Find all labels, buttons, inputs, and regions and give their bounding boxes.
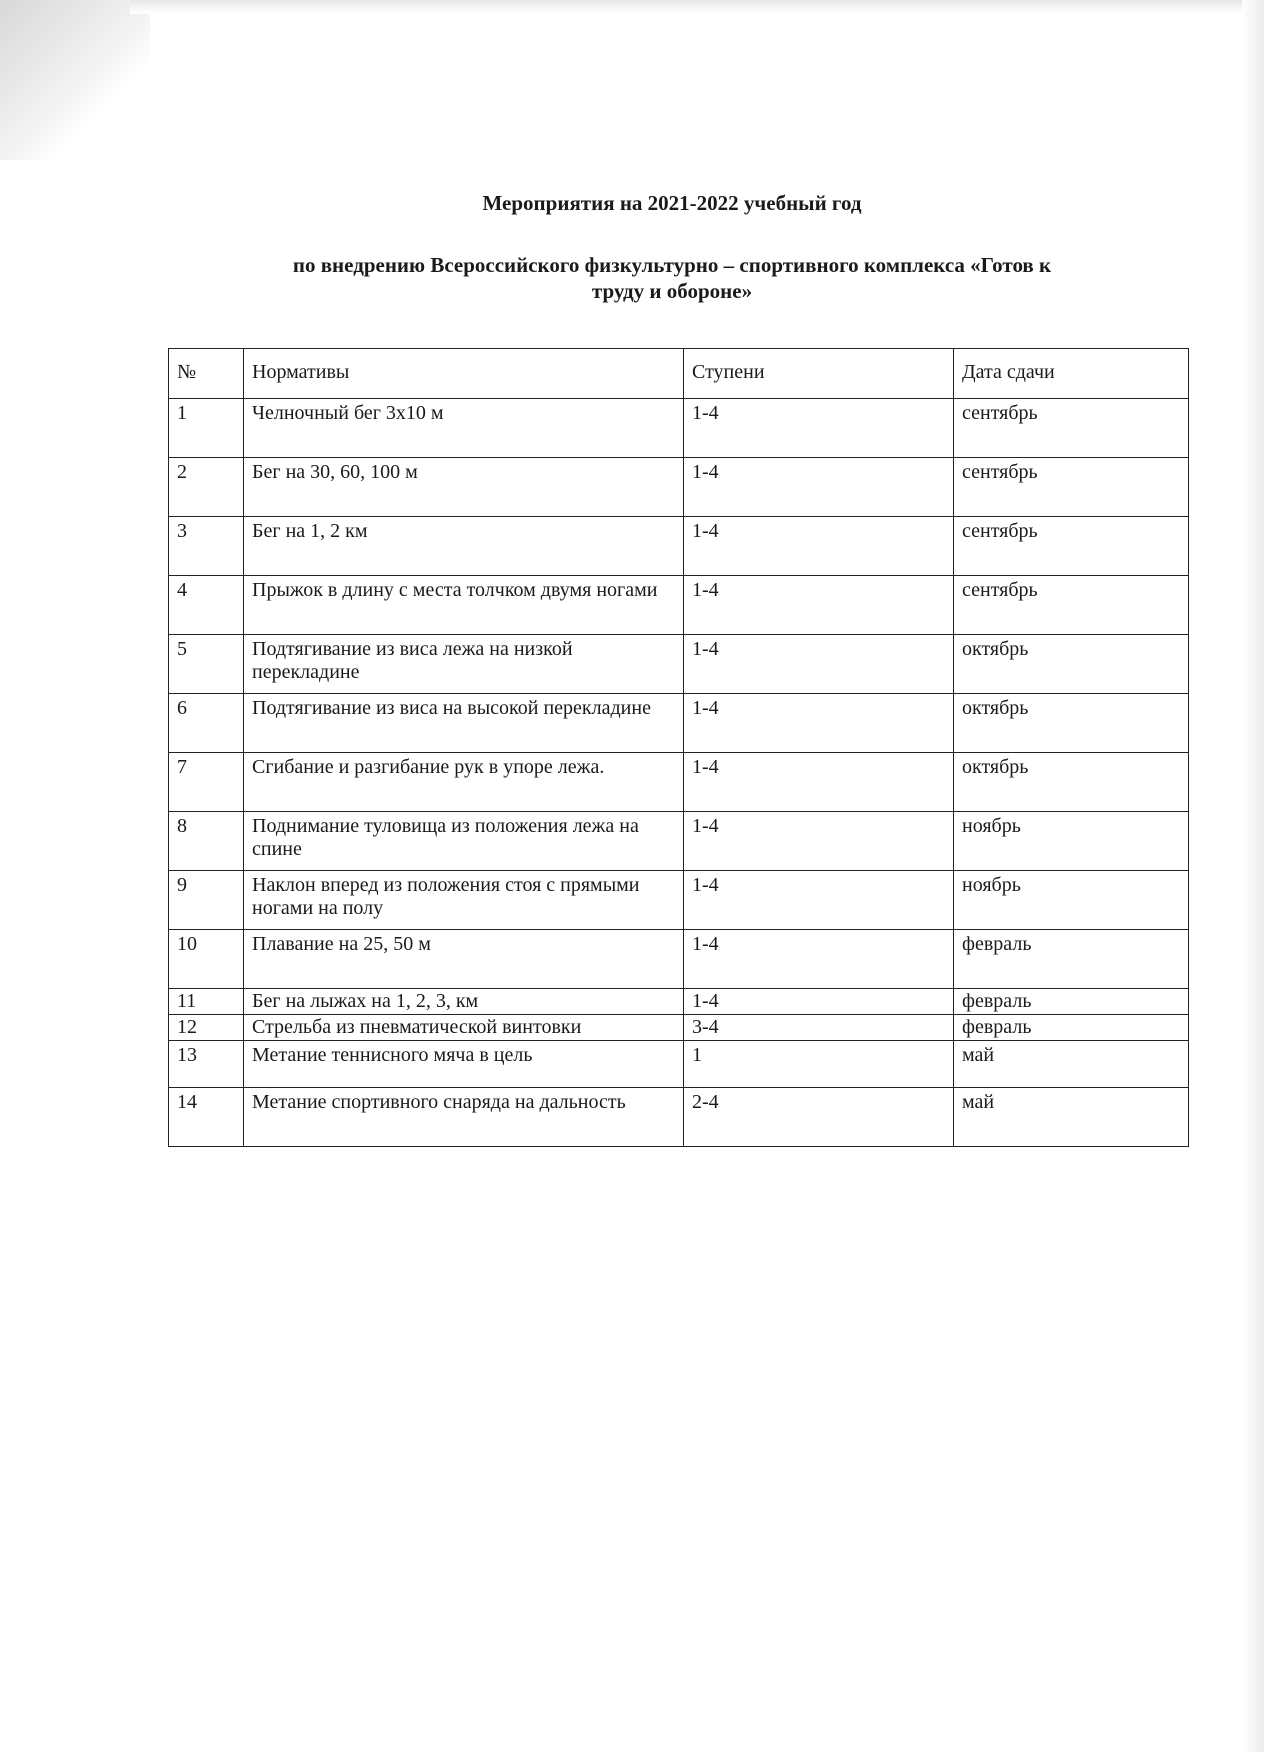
document-subtitle: по внедрению Всероссийского физкультурно – спортивного комплекса «Готов к труду и обороне» (292, 253, 1052, 303)
table-row (169, 753, 1189, 812)
row-name: Сгибание и разгибание рук в упоре лежа. (244, 753, 684, 812)
row-num: 5 (169, 635, 244, 694)
row-steps: 3-4 (684, 1015, 954, 1041)
row-date: май (954, 1041, 1189, 1088)
row-steps: 1-4 (684, 399, 954, 458)
row-num: 8 (169, 812, 244, 871)
row-steps: 1-4 (684, 930, 954, 989)
row-name: Бег на 30, 60, 100 м (244, 458, 684, 517)
row-num: 2 (169, 458, 244, 517)
table-row (169, 1088, 1189, 1147)
row-steps: 1-4 (684, 576, 954, 635)
header-steps: Ступени (684, 349, 954, 399)
row-steps: 2-4 (684, 1088, 954, 1147)
row-name: Стрельба из пневматической винтовки (244, 1015, 684, 1041)
row-steps: 1 (684, 1041, 954, 1088)
row-date: февраль (954, 1015, 1189, 1041)
scan-shadow-top (130, 0, 1250, 14)
table-row (169, 576, 1189, 635)
row-name: Челночный бег 3х10 м (244, 399, 684, 458)
row-num: 14 (169, 1088, 244, 1147)
document-title: Мероприятия на 2021-2022 учебный год (482, 191, 862, 215)
row-date: февраль (954, 989, 1189, 1015)
row-date: октябрь (954, 694, 1189, 753)
row-steps: 1-4 (684, 753, 954, 812)
row-date: ноябрь (954, 871, 1189, 930)
norms-table (168, 348, 1189, 1147)
row-num: 4 (169, 576, 244, 635)
header-date: Дата сдачи (954, 349, 1189, 399)
row-steps: 1-4 (684, 694, 954, 753)
row-date: ноябрь (954, 812, 1189, 871)
row-num: 10 (169, 930, 244, 989)
table-row (169, 871, 1189, 930)
row-name: Плавание на 25, 50 м (244, 930, 684, 989)
row-name: Наклон вперед из положения стоя с прямыми ногами на полу (244, 871, 684, 930)
table-row (169, 1041, 1189, 1088)
row-name: Подтягивание из виса лежа на низкой перекладине (244, 635, 684, 694)
row-name: Бег на лыжах на 1, 2, 3, км (244, 989, 684, 1015)
table-header-row (169, 349, 1189, 399)
header-name: Нормативы (244, 349, 684, 399)
row-num: 12 (169, 1015, 244, 1041)
table-row (169, 517, 1189, 576)
row-date: февраль (954, 930, 1189, 989)
row-name: Метание теннисного мяча в цель (244, 1041, 684, 1088)
row-name: Поднимание туловища из положения лежа на спине (244, 812, 684, 871)
row-steps: 1-4 (684, 635, 954, 694)
row-date: октябрь (954, 753, 1189, 812)
row-steps: 1-4 (684, 989, 954, 1015)
scan-shadow-corner (0, 0, 150, 160)
row-date: май (954, 1088, 1189, 1147)
row-num: 11 (169, 989, 244, 1015)
row-num: 13 (169, 1041, 244, 1088)
row-name: Метание спортивного снаряда на дальность (244, 1088, 684, 1147)
row-num: 7 (169, 753, 244, 812)
row-date: сентябрь (954, 458, 1189, 517)
table-row (169, 930, 1189, 989)
row-num: 9 (169, 871, 244, 930)
row-name: Прыжок в длину с места толчком двумя ногами (244, 576, 684, 635)
table-row (169, 1015, 1189, 1041)
row-steps: 1-4 (684, 458, 954, 517)
table-row (169, 635, 1189, 694)
row-date: сентябрь (954, 517, 1189, 576)
row-steps: 1-4 (684, 517, 954, 576)
row-steps: 1-4 (684, 871, 954, 930)
table-row (169, 989, 1189, 1015)
row-name: Бег на 1, 2 км (244, 517, 684, 576)
row-num: 3 (169, 517, 244, 576)
table-row (169, 694, 1189, 753)
table-row (169, 458, 1189, 517)
row-name: Подтягивание из виса на высокой перекладине (244, 694, 684, 753)
row-num: 6 (169, 694, 244, 753)
row-num: 1 (169, 399, 244, 458)
table-row (169, 399, 1189, 458)
row-date: сентябрь (954, 399, 1189, 458)
row-date: сентябрь (954, 576, 1189, 635)
table-row (169, 812, 1189, 871)
row-date: октябрь (954, 635, 1189, 694)
row-steps: 1-4 (684, 812, 954, 871)
header-num: № (169, 349, 244, 399)
